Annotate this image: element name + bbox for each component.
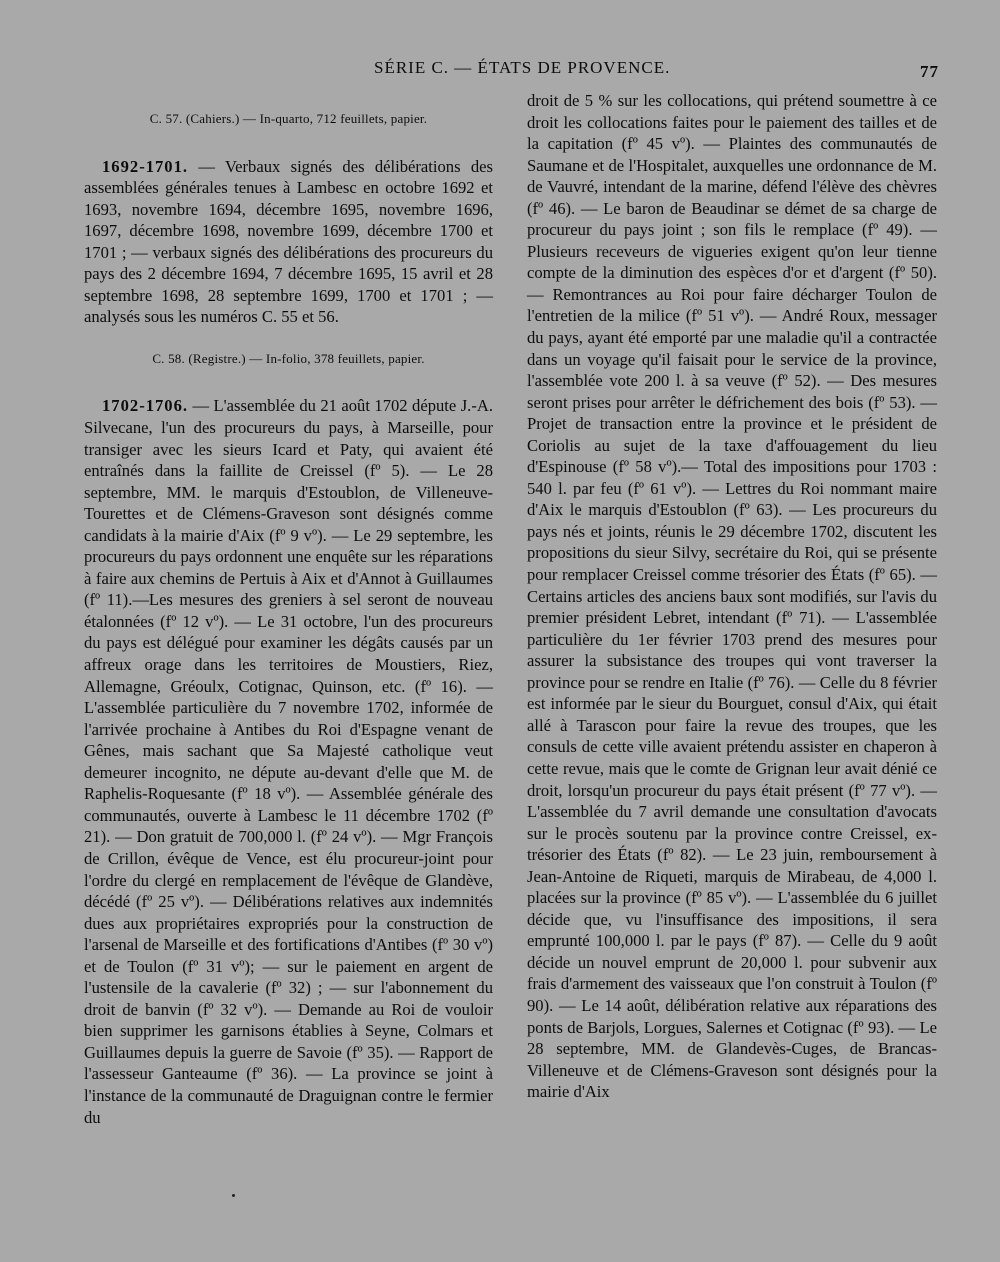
entry-continuation: droit de 5 % sur les collocations, qui prétend soumettre à ce droit les collocations faites pour le paiement des tailles et de la capitation (fº 45 vº). — Plaintes des communautés de Saumane et de l'Hospitalet, auxquelles une ordonnance de M. de Vauvré, intendant de la marine, défend l'élève des chèvres (fº 46). — Le baron de Beaudinar se démet de sa charge de procureur du pays joint ; son fils le remplace (fº 49). — Plusieurs receveurs de vigueries exigent qu'on leur tienne compte de la diminution des espèces d'or et d'argent (fº 50).— Remontrances au Roi pour faire décharger Toulon de l'entretien de la milice (fº 51 vº). — André Roux, messager du pays, ayant été emporté par une maladie qu'il a contractée dans un voyage qu'il faisait pour le service de la province, l'assemblée vote 200 l. à sa veuve (fº 52). — Des mesures seront prises pour arrêter le défrichement des bois (fº 53). — Projet de transaction entre la province et le président de Coriolis au sujet de la taxe d'affouagement du lieu d'Espinouse (fº 58 vº).— Total des impositions pour 1703 : 540 l. par feu (fº 61 vº). — Lettres du Roi nommant maire d'Aix le marquis d'Estoublon (fº 63). — Les procureurs du pays nés et joints, réunis le 29 décembre 1702, discutent les propositions du sieur Silvy, secrétaire du Roi, qui se présente pour remplacer Creissel comme trésorier des États (fº 65). — Certains articles des anciens baux sont modifiés, sur l'avis du premier président Lebret, intendant (fº 71). — L'assemblée particulière du 1er février 1703 prend des mesures pour assurer la subsistance des troupes qui vont traverser la province pour se rendre en Italie (fº 76). — Celle du 8 février est informée par le sieur du Bourguet, consul d'Aix, qui était allé à Tarascon pour faire la revue des troupes, que les consuls de cette ville avaient prétendu assister en chaperon à cette revue, mais que le comte de Grignan leur avait dénié ce droit, lorsqu'un procureur du pays était présent (fº 77 vº). — L'assemblée du 7 avril demande une consultation d'avocats sur le procès soutenu par la province contre Creissel, ex-trésorier des États (fº 82). — Le 23 juin, remboursement à Jean-Antoine de Riqueti, marquis de Mirabeau, de 4,000 l. placées sur la province (fº 85 vº). — L'assemblée du 6 juillet décide que, vu l'insuffisance des impositions, il sera emprunté 100,000 l. par le pays (fº 87). — Celle du 9 août décide un nouvel emprunt de 20,000 l. pour subvenir aux frais d'armement des vaisseaux que l'on construit à Toulon (fº 90). — Le 14 août, délibération relative aux réparations des ponts de Barjols, Lorgues, Salernes et Cotignac (fº 93). — Le 28 septembre, MM. de Glandevès-Cuges, de Brancas-Villeneuve et de Clémens-Graveson sont désignés pour la mairie d'Aix — [527, 91, 937, 1102]
archive-reference-c57: C. 57. (Cahiers.) — In-quarto, 712 feuillets, papier. — [149, 111, 428, 126]
right-column — [527, 90, 937, 1103]
ink-speck — [232, 1194, 235, 1197]
entry-1702-1706 — [84, 395, 493, 1128]
running-title: SÉRIE C. — ÉTATS DE PROVENCE. — [374, 58, 671, 77]
archive-reference-c58: C. 58. (Registre.) — In-folio, 378 feuillets, papier. — [152, 350, 425, 366]
entry-1692-1701 — [84, 156, 493, 328]
page-header — [0, 58, 1000, 88]
entry-dates: 1702-1706. — [102, 396, 189, 416]
entry-text: — L'assemblée du 21 août 1702 députe J.-A. Silvecane, l'un des procureurs du pays, à Marseille, pour transiger avec les sieurs Icard et Paty, qui avaient été entraînés dans la faillite de Creissel (fº 5). — Le 28 septembre, MM. le marquis d'Estoublon, de Villeneuve-Tourettes et de Clémens-Graveson sont désignés comme candidats à la mairie d'Aix (fº 9 vº). — Le 29 septembre, les procureurs du pays ordonnent une enquête sur les réparations à faire aux chemins de Pertuis à Aix et d'Annot à Guillaumes (fº 11).—Les mesures des greniers à sel seront de nouveau étalonnées (fº 12 vº). — Le 31 octobre, l'un des procureurs du pays est délégué pour examiner les dégâts causés par un affreux orage dans les territoires de Moustiers, Riez, Allemagne, Gréoulx, Cotignac, Quinson, etc. (fº 16). — L'assemblée particulière du 7 novembre 1702, informée de l'arrivée prochaine à Antibes du Roi d'Espagne venant de Gênes, mais sachant que Sa Majesté catholique veut demeurer incognito, ne députe au-devant d'elle que M. de Raphelis-Roquesante (fº 18 vº). — Assemblée générale des communautés, ouverte à Lambesc le 11 décembre 1702 (fº 21). — Don gratuit de 700,000 l. (fº 24 vº). — Mgr François de Crillon, évêque de Vence, est élu procureur-joint pour l'ordre du clergé en remplacement de l'évêque de Glandève, décédé (fº 25 vº). — Délibérations relatives aux indemnités dues aux propriétaires expropriés pour la construction de l'arsenal de Marseille et des fortifications d'Antibes (fº 30 vº) et de Toulon (fº 31 vº); — sur le paiement en argent de l'ustensile de la cavalerie (fº 32) ; — sur l'abonnement du droit de banvin (fº 32 vº). — Demande au Roi de vouloir bien supprimer les garnisons établies à Seyne, Colmars et Guillaumes depuis la guerre de Savoie (fº 35). — Rapport de l'assesseur Ganteaume (fº 36). — La province se joint à l'instance de la communauté de Draguignan contre le fermier du — [84, 396, 493, 1127]
page-number: 77 — [920, 62, 939, 81]
entry-text: — Verbaux signés des délibérations des assemblées générales tenues à Lambesc en octobre 1692 et 1693, novembre 1694, décembre 1695, novembre 1696, 1697, décembre 1698, novembre 1699, décembre 1700 et 1701 ; — verbaux signés des délibérations des procureurs du pays des 2 décembre 1694, 7 décembre 1695, 15 avril et 28 septembre 1698, 28 septembre 1699, 1700 et 1701 ; — analysés sous les numéros C. 55 et 56. — [84, 156, 493, 327]
left-column — [84, 90, 493, 1128]
entry-dates: 1692-1701. — [102, 156, 189, 176]
